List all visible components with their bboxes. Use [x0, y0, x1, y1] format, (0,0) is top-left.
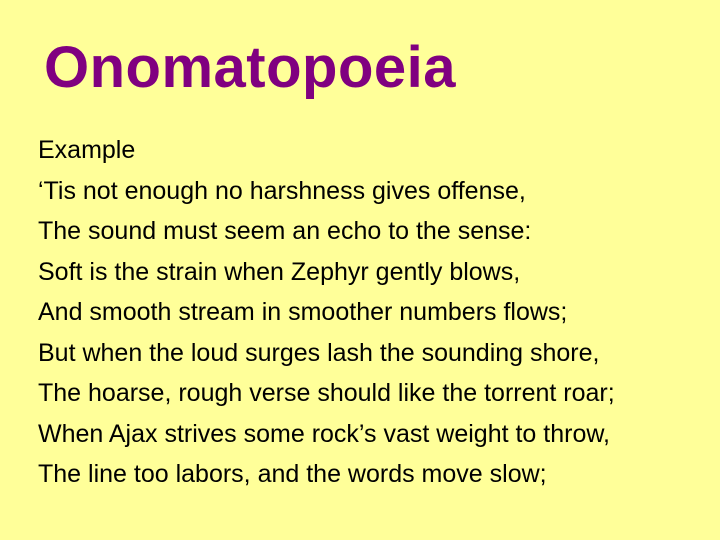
poem-line: The sound must seem an echo to the sense: [38, 217, 532, 245]
poem-line: When Ajax strives some rock’s vast weight to throw, [38, 419, 610, 448]
poem-line: ‘Tis not enough no harshness gives offense, [38, 176, 526, 205]
poem-line: Soft is the strain when Zephyr gently blows, [38, 257, 521, 286]
slide-title: Onomatopoeia [44, 35, 457, 100]
poem-line: And smooth stream in smoother numbers flows; [38, 298, 568, 326]
poem-line: The line too labors, and the words move slow; [38, 460, 547, 488]
slide-body [38, 130, 708, 495]
poem-line: But when the loud surges lash the sounding shore, [38, 338, 600, 367]
poem-line: The hoarse, rough verse should like the torrent roar; [38, 379, 615, 407]
example-label: Example [38, 136, 136, 164]
